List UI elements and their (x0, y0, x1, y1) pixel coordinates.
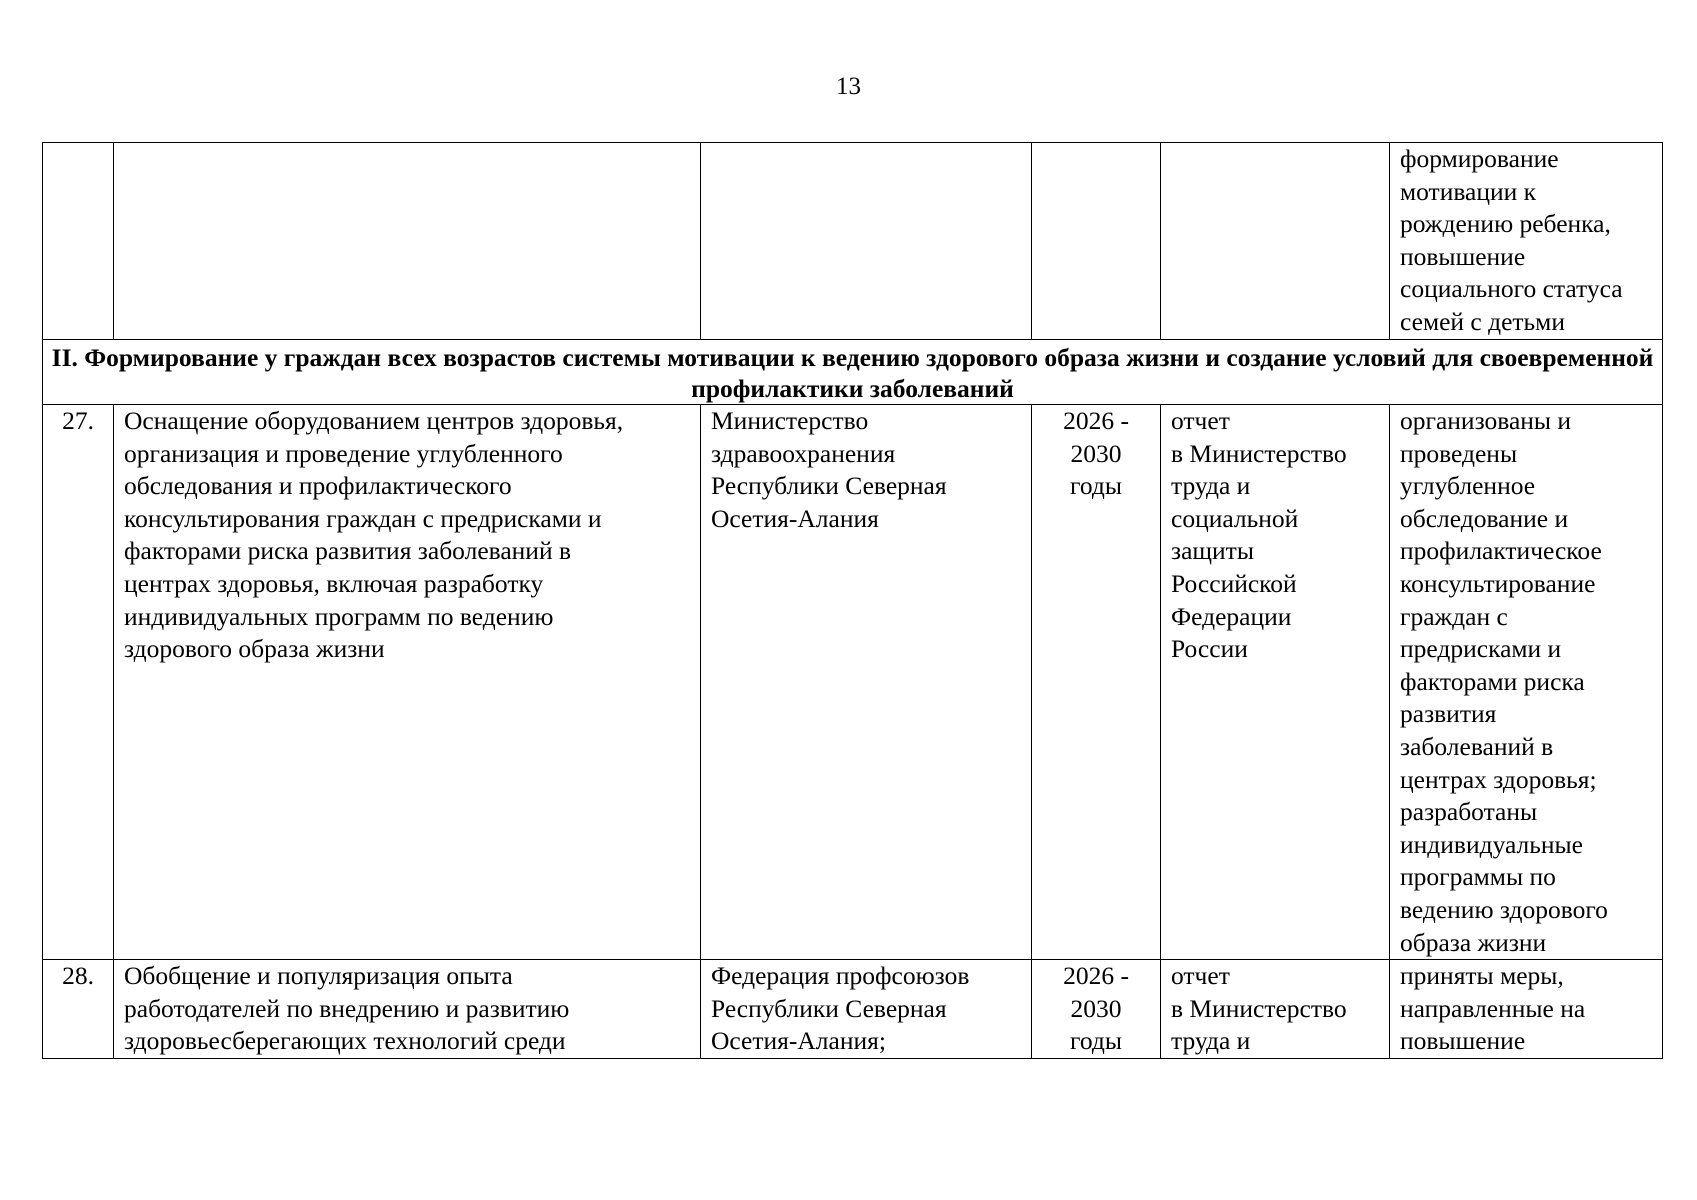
table-row-continuation (43, 143, 1663, 340)
cell-result: приняты меры, направленные на повышение (1390, 960, 1663, 1059)
cell-activity: Обобщение и популяризация опыта работодателей по внедрению и развитию здоровьесберегающих технологий среди (114, 960, 701, 1059)
cell-number: 28. (43, 960, 114, 1059)
cell-result: формирование мотивации к рождению ребенка, повышение социального статуса семей с детьми (1390, 143, 1663, 340)
cell-executor: Министерство здравоохранения Республики Северная Осетия-Алания (701, 405, 1032, 960)
table-row (43, 405, 1663, 960)
cell-period (1032, 143, 1161, 340)
measures-table (42, 142, 1663, 1059)
table-row (43, 960, 1663, 1059)
cell-executor: Федерация профсоюзов Республики Северная Осетия-Алания; (701, 960, 1032, 1059)
cell-result: организованы и проведены углубленное обследование и профилактическое консультирование граждан с предрисками и факторами риска развития заболеваний в центрах здоровья; разработаны индивидуальные программы по ведению здорового образа жизни (1390, 405, 1663, 960)
cell-activity (114, 143, 701, 340)
cell-period: 2026 - 2030 годы (1032, 960, 1161, 1059)
section-title: II. Формирование у граждан всех возрастов системы мотивации к ведению здорового образа жизни и создание условий для своевременной профилактики заболеваний (43, 340, 1663, 405)
cell-number (43, 143, 114, 340)
section-header-row (43, 340, 1663, 405)
cell-executor (701, 143, 1032, 340)
cell-report: отчет в Министерство труда и (1161, 960, 1390, 1059)
cell-period: 2026 - 2030 годы (1032, 405, 1161, 960)
cell-report (1161, 143, 1390, 340)
page-number: 13 (836, 73, 861, 100)
cell-report: отчет в Министерство труда и социальной защиты Российской Федерации России (1161, 405, 1390, 960)
cell-number: 27. (43, 405, 114, 960)
cell-activity: Оснащение оборудованием центров здоровья, организация и проведение углубленного обследования и профилактического консультирования граждан с предрисками и факторами риска развития заболеваний в центрах здоровья, включая разработку индивидуальных программ по ведению здорового образа жизни (114, 405, 701, 960)
